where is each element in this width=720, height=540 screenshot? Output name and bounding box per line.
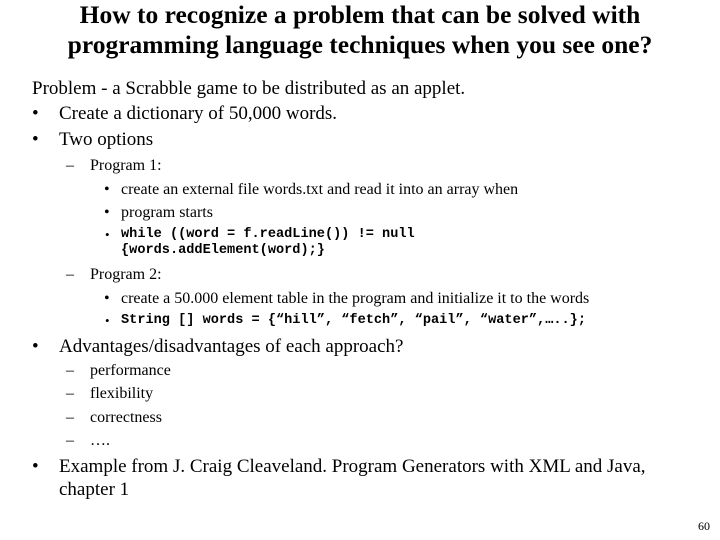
bullet-marker: •	[32, 456, 39, 477]
bullet-marker: •	[105, 227, 110, 242]
dash-marker: –	[66, 409, 74, 426]
program2-code-line-1: String [] words = {“hill”, “fetch”, “pail”, “water”,…..};	[121, 313, 586, 328]
bullet-dictionary: Create a dictionary of 50,000 words.	[59, 103, 338, 124]
program1-label: Program 1:	[90, 157, 162, 174]
intro-text: Problem - a Scrabble game to be distributed as an applet.	[32, 78, 466, 99]
slide-title	[0, 0, 720, 60]
program2-label: Program 2:	[90, 266, 162, 283]
advantage-item-flexibility: flexibility	[90, 385, 154, 402]
advantage-item-correctness: correctness	[90, 409, 162, 426]
dash-marker: –	[66, 266, 74, 283]
program2-item-1: create a 50.000 element table in the program and initialize it to the words	[121, 290, 590, 307]
title-line-1: How to recognize a problem that can be solved with	[79, 0, 641, 29]
dash-marker: –	[66, 362, 74, 379]
program1-item-2: program starts	[121, 204, 213, 221]
bullet-marker: •	[104, 204, 110, 221]
program1-code-line-1: while ((word = f.readLine()) != null	[121, 227, 415, 242]
bullet-two-options: Two options	[59, 129, 154, 150]
advantages-label: Advantages/disadvantages of each approach?	[59, 336, 404, 357]
title-line-2: programming language techniques when you see one?	[67, 30, 653, 59]
page-number: 60	[698, 519, 710, 533]
bullet-marker: •	[32, 129, 39, 150]
dash-marker: –	[66, 432, 74, 449]
example-line-1: Example from J. Craig Cleaveland. Program Generators with XML and Java,	[59, 456, 646, 477]
bullet-marker: •	[32, 103, 39, 124]
program1-item-1: create an external file words.txt and read it into an array when	[121, 181, 519, 198]
dash-marker: –	[66, 157, 74, 174]
example-line-2: chapter 1	[59, 479, 130, 500]
bullet-marker: •	[105, 313, 110, 328]
advantage-item-performance: performance	[90, 362, 171, 379]
program1-code-line-2: {words.addElement(word);}	[121, 243, 325, 258]
bullet-marker: •	[104, 181, 110, 198]
advantage-item-ellipsis: ….	[90, 432, 110, 449]
bullet-marker: •	[104, 290, 110, 307]
bullet-marker: •	[32, 336, 39, 357]
dash-marker: –	[66, 385, 74, 402]
